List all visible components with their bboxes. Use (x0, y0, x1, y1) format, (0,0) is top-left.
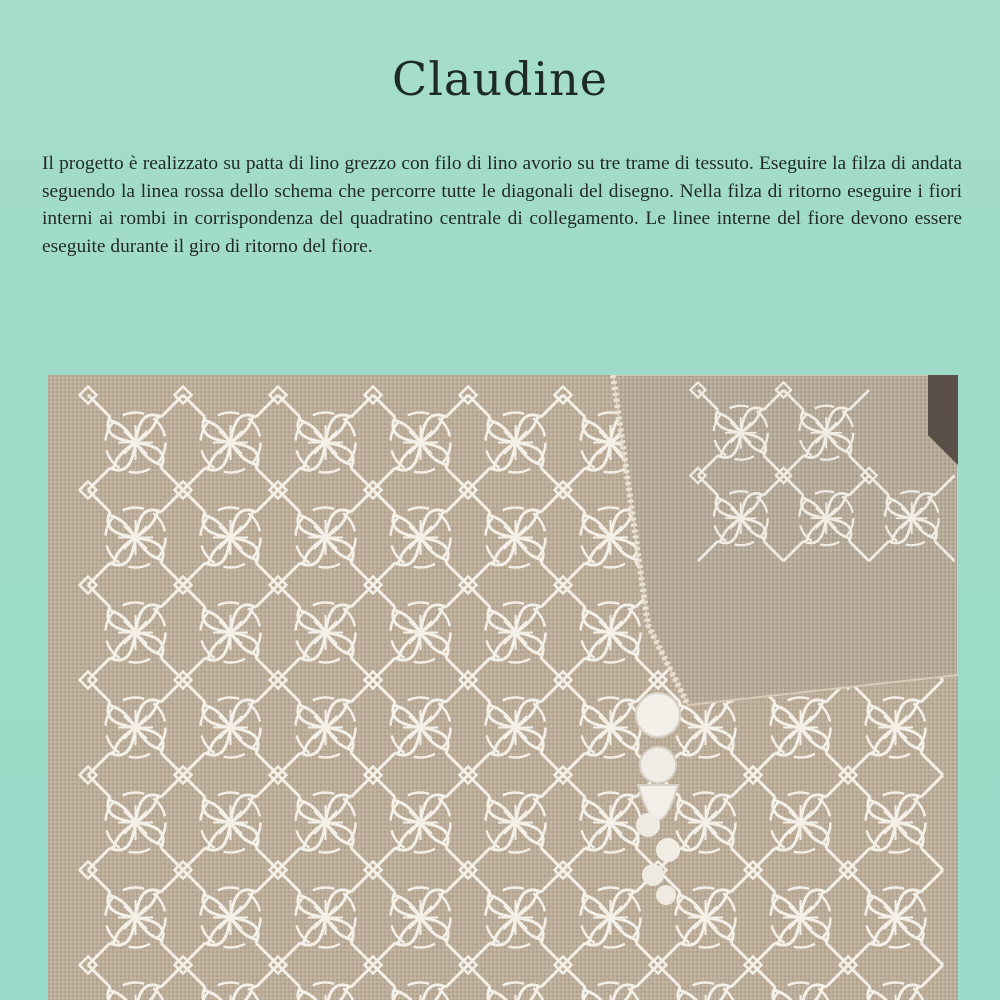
embroidery-illustration (48, 375, 958, 1000)
folded-napkin (613, 375, 958, 705)
embroidery-photo (48, 375, 958, 1000)
page-title: Claudine (392, 52, 608, 106)
instructions-paragraph: Il progetto è realizzato su patta di lino grezzo con filo di lino avorio su tre trame di tessuto. Eseguire la filza di andata seguendo la linea rossa dello schema che percorre tutte le diagonali del disegno. Nella filza di ritorno eseguire i fiori interni ai rombi in corrispondenza del quadratino centrale di collegamento. Le linee interne del fiore devono essere eseguite durante il giro di ritorno del fiore. (42, 153, 962, 257)
